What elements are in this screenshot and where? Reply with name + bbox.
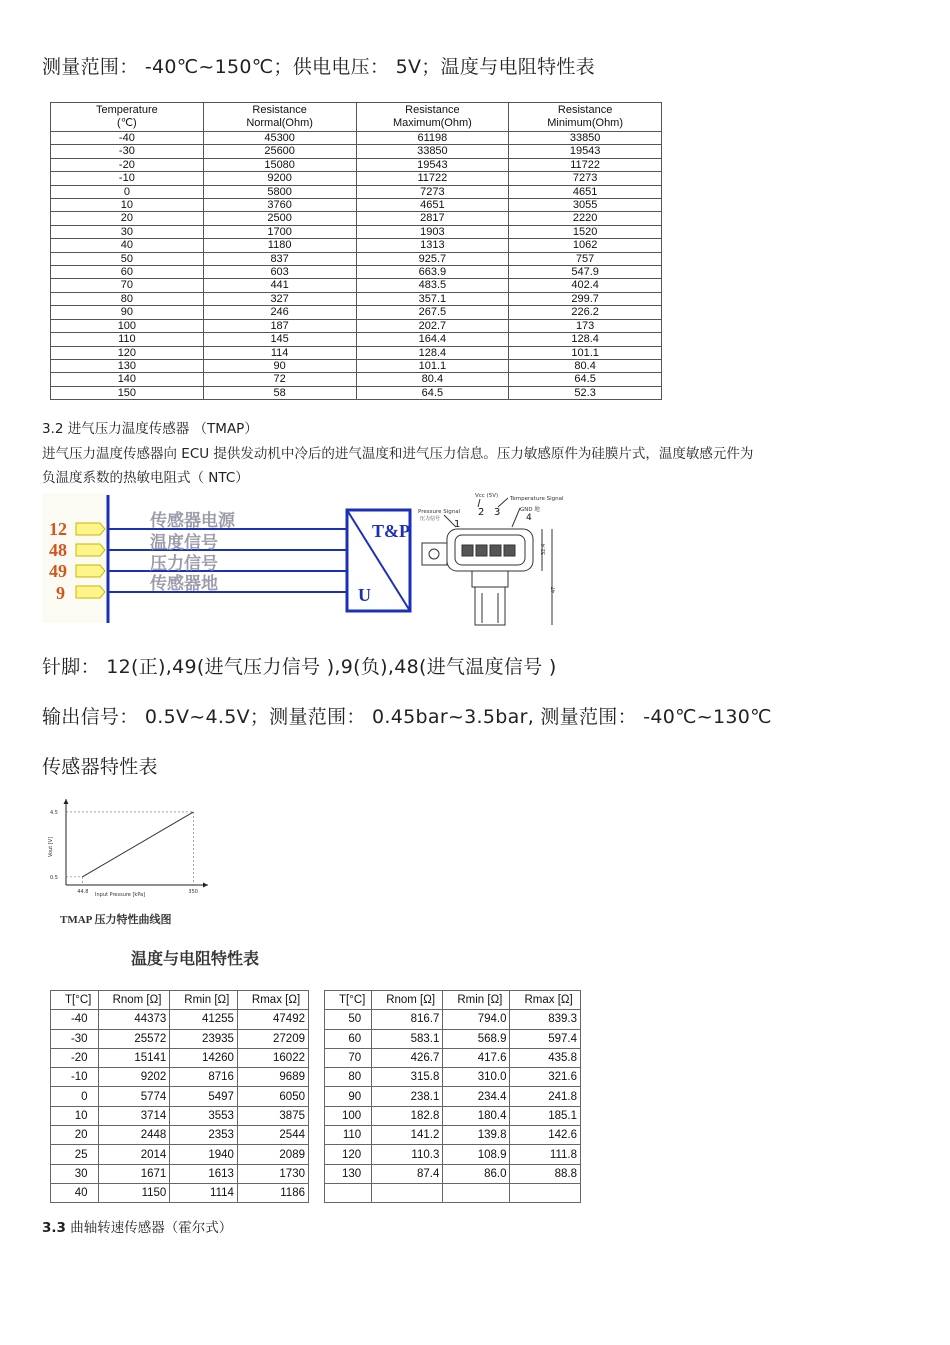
table-cell: 80.4: [509, 359, 662, 372]
table-cell: 426.7: [372, 1048, 443, 1067]
table-cell: 234.4: [443, 1087, 510, 1106]
table-row: [325, 1029, 581, 1048]
table-row: [51, 132, 662, 145]
table-cell: 3875: [237, 1106, 308, 1125]
table-cell: 839.3: [510, 1010, 581, 1029]
table-cell: 187: [203, 319, 356, 332]
table-cell: 20: [51, 1126, 99, 1145]
table-cell: -30: [51, 145, 204, 158]
table-cell: 90: [51, 306, 204, 319]
table-cell: 164.4: [356, 333, 509, 346]
resistance-table-2-right: [324, 990, 581, 1203]
header-line: Resistance: [252, 104, 307, 116]
table-cell: 3760: [203, 199, 356, 212]
header-line: Resistance: [557, 104, 613, 116]
table-cell: 30: [51, 225, 204, 238]
table-cell: 246: [203, 306, 356, 319]
section-3-3-text: 曲轴转速传感器（霍尔式）: [65, 1220, 233, 1236]
table-cell: 101.1: [356, 359, 509, 372]
resistance-table-2-left: [50, 990, 309, 1203]
table-row: [325, 1164, 581, 1183]
header-maximum: [356, 103, 509, 132]
table-cell: 315.8: [372, 1068, 443, 1087]
connector-pin-number: 3: [494, 507, 501, 518]
table-cell: 1940: [170, 1145, 238, 1164]
signal-label: 温度信号: [150, 533, 218, 553]
section-3-3-number: 3.3: [42, 1220, 66, 1236]
table-cell: 15080: [203, 158, 356, 171]
table-row: [51, 306, 662, 319]
table-cell: 139.8: [443, 1126, 510, 1145]
connector-drawing: [418, 493, 564, 625]
table-cell: 130: [325, 1164, 372, 1183]
table-cell: 7273: [509, 172, 662, 185]
header-rnom: Rnom [Ω]: [372, 991, 443, 1010]
table-cell: 52.3: [509, 386, 662, 399]
table-cell: 3055: [509, 199, 662, 212]
header-minimum: [509, 103, 662, 132]
table-cell: 114: [203, 346, 356, 359]
table-cell: 9689: [237, 1068, 308, 1087]
table-cell: -30: [51, 1029, 99, 1048]
table-cell: 1613: [170, 1164, 238, 1183]
table-cell: 61198: [356, 132, 509, 145]
table-row: [51, 239, 662, 252]
section-3-3-title: [42, 1216, 232, 1236]
table-cell: 816.7: [372, 1010, 443, 1029]
table-cell: 19543: [509, 145, 662, 158]
table-cell: 321.6: [510, 1068, 581, 1087]
table-cell: 0: [51, 185, 204, 198]
table-cell: 603: [203, 266, 356, 279]
header-rmax: Rmax [Ω]: [510, 991, 581, 1010]
table-cell: 101.1: [509, 346, 662, 359]
table-cell: 182.8: [372, 1106, 443, 1125]
table-cell: 1150: [98, 1183, 170, 1202]
table-cell: 226.2: [509, 306, 662, 319]
header-line: Normal(Ohm): [246, 117, 313, 129]
table-cell: 435.8: [510, 1048, 581, 1067]
x-tick-label: 44.8: [77, 889, 89, 895]
table-cell: [325, 1183, 372, 1202]
table-cell: 2353: [170, 1126, 238, 1145]
table-cell: -40: [51, 132, 204, 145]
table-cell: 108.9: [443, 1145, 510, 1164]
table-row: [51, 1087, 309, 1106]
table-cell: 90: [203, 359, 356, 372]
y-axis-label: Vout [V]: [48, 836, 54, 857]
table-cell: 25: [51, 1145, 99, 1164]
header-line: Temperature: [95, 104, 158, 116]
table-row: [325, 1106, 581, 1125]
table-cell: 9202: [98, 1068, 170, 1087]
pin-number: 9: [56, 583, 65, 603]
table-cell: 19543: [356, 158, 509, 171]
resistance-table-1: [50, 102, 662, 400]
table-cell: 547.9: [509, 266, 662, 279]
table-cell: 50: [325, 1010, 372, 1029]
table-cell: 5774: [98, 1087, 170, 1106]
table-row: [51, 1048, 309, 1067]
header-rmin: Rmin [Ω]: [170, 991, 238, 1010]
table-cell: 80: [325, 1068, 372, 1087]
header-line: Minimum(Ohm): [547, 117, 624, 129]
table-row: [51, 292, 662, 305]
header-rmax: Rmax [Ω]: [237, 991, 308, 1010]
table-cell: 60: [325, 1029, 372, 1048]
table-cell: 1313: [356, 239, 509, 252]
table-cell: 925.7: [356, 252, 509, 265]
table-cell: 70: [51, 279, 204, 292]
table-cell: 11722: [509, 158, 662, 171]
table-header-row: [51, 103, 662, 132]
table-cell: 9200: [203, 172, 356, 185]
header-line: Maximum(Ohm): [392, 117, 472, 129]
table-cell: 87.4: [372, 1164, 443, 1183]
table-cell: 14260: [170, 1048, 238, 1067]
table-header-row: [51, 991, 309, 1010]
table-row: [325, 1087, 581, 1106]
header-temp: T[°C]: [325, 991, 372, 1010]
table-cell: 3553: [170, 1106, 238, 1125]
table-cell: 2544: [237, 1126, 308, 1145]
table-cell: 41255: [170, 1010, 238, 1029]
table-row: [51, 1164, 309, 1183]
table-cell: 70: [325, 1048, 372, 1067]
table-row: [325, 1068, 581, 1087]
dimension-label: 47: [551, 586, 557, 593]
pin-description: 针脚： 12(正),49(进气压力信号 ),9(负),48(进气温度信号 ): [42, 656, 557, 678]
header-rnom: Rnom [Ω]: [98, 991, 170, 1010]
table-cell: 150: [51, 386, 204, 399]
temp-signal-label: Temperature Signal: [510, 496, 564, 502]
gnd-label: GND 地: [520, 507, 540, 513]
table-cell: 88.8: [510, 1164, 581, 1183]
table-cell: 180.4: [443, 1106, 510, 1125]
table-cell: 80.4: [356, 373, 509, 386]
table-row: [51, 145, 662, 158]
table-row: [51, 373, 662, 386]
table-row: [325, 1048, 581, 1067]
table-cell: 140: [51, 373, 204, 386]
table-cell: 2014: [98, 1145, 170, 1164]
table-cell: 357.1: [356, 292, 509, 305]
dimension-label: 32.4: [541, 543, 547, 555]
section-3-2-title: 3.2 进气压力温度传感器 （TMAP）: [42, 421, 258, 437]
header-normal: [203, 103, 356, 132]
characteristic-table-title: 传感器特性表: [42, 756, 158, 778]
connector-pin-number: 1: [454, 519, 461, 530]
table-cell: 110: [325, 1126, 372, 1145]
pin-number: 49: [49, 561, 67, 581]
signal-label: 压力信号: [150, 554, 218, 574]
section-3-2-desc-line1: 进气压力温度传感器向 ECU 提供发动机中冷后的进气温度和进气压力信息。压力敏感原件为硅膜片式，温度敏感元件为: [42, 446, 754, 462]
table-row: [51, 1145, 309, 1164]
table-cell: 5497: [170, 1087, 238, 1106]
table-row: [51, 172, 662, 185]
table-cell: 663.9: [356, 266, 509, 279]
table-cell: 568.9: [443, 1029, 510, 1048]
pin-number: 48: [49, 540, 67, 560]
table-row: [51, 252, 662, 265]
pin-shape: [76, 523, 105, 535]
pin-shape: [76, 586, 105, 598]
table-cell: 47492: [237, 1010, 308, 1029]
table-cell: 15141: [98, 1048, 170, 1067]
table-cell: 483.5: [356, 279, 509, 292]
sensor-box-label-top: T&P: [372, 521, 410, 541]
table-cell: 11722: [356, 172, 509, 185]
resistance-table-2-title: 温度与电阻特性表: [131, 951, 260, 968]
table-row: [51, 346, 662, 359]
chart-caption: TMAP 压力特性曲线图: [60, 914, 172, 926]
table-cell: 100: [51, 319, 204, 332]
table-cell: 64.5: [509, 373, 662, 386]
table-cell: 1730: [237, 1164, 308, 1183]
table-cell: 30: [51, 1164, 99, 1183]
pin-connectors: [42, 493, 110, 623]
table-cell: 2500: [203, 212, 356, 225]
table-cell: 64.5: [356, 386, 509, 399]
y-tick-label: 0.5: [50, 874, 58, 881]
header-rmin: Rmin [Ω]: [443, 991, 510, 1010]
table-row: [51, 199, 662, 212]
table-row: [51, 158, 662, 171]
table-cell: 20: [51, 212, 204, 225]
table-cell: 1180: [203, 239, 356, 252]
table-cell: -20: [51, 1048, 99, 1067]
table-cell: 40: [51, 1183, 99, 1202]
table-cell: 33850: [356, 145, 509, 158]
table-row: [325, 1145, 581, 1164]
signal-label: 传感器地: [150, 574, 218, 594]
table-cell: 4651: [509, 185, 662, 198]
table-cell: 23935: [170, 1029, 238, 1048]
table-cell: 110: [51, 333, 204, 346]
table-cell: 1186: [237, 1183, 308, 1202]
header-line: (℃): [117, 117, 137, 129]
table-cell: 130: [51, 359, 204, 372]
table-cell: 27209: [237, 1029, 308, 1048]
table-cell: 80: [51, 292, 204, 305]
table-cell: 33850: [509, 132, 662, 145]
table-cell: 40: [51, 239, 204, 252]
table-cell: 1520: [509, 225, 662, 238]
table-cell: 0: [51, 1087, 99, 1106]
table-row: [51, 212, 662, 225]
table-cell: -40: [51, 1010, 99, 1029]
table-row: [51, 333, 662, 346]
table-row: [325, 1183, 581, 1202]
table-row: [51, 319, 662, 332]
table-cell: 417.6: [443, 1048, 510, 1067]
sensor-box-label-bottom: U: [358, 585, 371, 605]
table-cell: 794.0: [443, 1010, 510, 1029]
table-cell: 1700: [203, 225, 356, 238]
table-row: [51, 1106, 309, 1125]
table-cell: 6050: [237, 1087, 308, 1106]
table-cell: 402.4: [509, 279, 662, 292]
table-cell: 16022: [237, 1048, 308, 1067]
table-row: [325, 1126, 581, 1145]
x-axis-label: Input Pressure [kPa]: [95, 892, 146, 898]
table-row: [51, 279, 662, 292]
chart-marks: [50, 810, 198, 895]
table-cell: 86.0: [443, 1164, 510, 1183]
table-cell: 7273: [356, 185, 509, 198]
header-temp: T[°C]: [51, 991, 99, 1010]
table-cell: 173: [509, 319, 662, 332]
tmap-pressure-chart: [40, 795, 220, 933]
signal-label: 传感器电源: [150, 511, 235, 531]
tmap-wiring-diagram: [42, 493, 572, 633]
table-cell: 128.4: [356, 346, 509, 359]
table-cell: 310.0: [443, 1068, 510, 1087]
pin-shape: [76, 544, 105, 556]
table-cell: 597.4: [510, 1029, 581, 1048]
table-row: [325, 1010, 581, 1029]
table-cell: 299.7: [509, 292, 662, 305]
table-row: [51, 266, 662, 279]
y-tick-label: 4.5: [50, 809, 58, 816]
table-cell: 90: [325, 1087, 372, 1106]
table-cell: 241.8: [510, 1087, 581, 1106]
table-row: [51, 1068, 309, 1087]
table-cell: 111.8: [510, 1145, 581, 1164]
pin-number: 12: [49, 519, 67, 539]
table-row: [51, 1126, 309, 1145]
table-row: [51, 185, 662, 198]
table-row: [51, 359, 662, 372]
table-cell: 45300: [203, 132, 356, 145]
table-cell: 58: [203, 386, 356, 399]
table-row: [51, 1010, 309, 1029]
table-cell: 141.2: [372, 1126, 443, 1145]
table-cell: 2220: [509, 212, 662, 225]
table-cell: 1903: [356, 225, 509, 238]
table-cell: 837: [203, 252, 356, 265]
range-heading: 测量范围： -40℃~150℃；供电电压： 5V；温度与电阻特性表: [42, 56, 595, 78]
connector-pin-number: 2: [478, 507, 485, 518]
table-cell: 2448: [98, 1126, 170, 1145]
table-cell: 2817: [356, 212, 509, 225]
table-row: [51, 386, 662, 399]
table-cell: [443, 1183, 510, 1202]
table-cell: 120: [325, 1145, 372, 1164]
table-cell: -20: [51, 158, 204, 171]
table-cell: 1114: [170, 1183, 238, 1202]
table-cell: 10: [51, 1106, 99, 1125]
table-cell: 142.6: [510, 1126, 581, 1145]
table-cell: 4651: [356, 199, 509, 212]
table-cell: [372, 1183, 443, 1202]
pressure-signal-sub: 压力信号: [420, 516, 441, 522]
pressure-signal-label: Pressure Signal: [418, 509, 461, 515]
table-row: [51, 225, 662, 238]
output-signal-description: 输出信号： 0.5V~4.5V；测量范围： 0.45bar~3.5bar, 测量范围： -40℃~130℃: [42, 706, 772, 728]
table-cell: -10: [51, 172, 204, 185]
table-cell: 100: [325, 1106, 372, 1125]
table-cell: 8716: [170, 1068, 238, 1087]
table-row: [51, 1029, 309, 1048]
table-cell: 25572: [98, 1029, 170, 1048]
table-cell: [510, 1183, 581, 1202]
table-cell: 128.4: [509, 333, 662, 346]
header-temperature: [51, 103, 204, 132]
table-cell: 3714: [98, 1106, 170, 1125]
pin-shape: [76, 565, 105, 577]
table-cell: 583.1: [372, 1029, 443, 1048]
table-cell: 238.1: [372, 1087, 443, 1106]
table-header-row: [325, 991, 581, 1010]
table-cell: 327: [203, 292, 356, 305]
table-cell: 1062: [509, 239, 662, 252]
table-cell: 60: [51, 266, 204, 279]
table-cell: 10: [51, 199, 204, 212]
table-cell: 267.5: [356, 306, 509, 319]
table-cell: 145: [203, 333, 356, 346]
section-3-2-desc-line2: 负温度系数的热敏电阻式（ NTC）: [42, 470, 249, 486]
connector-pin-number: 4: [526, 513, 532, 523]
y-axis-arrow: [64, 799, 69, 804]
table-cell: 120: [51, 346, 204, 359]
table-row: [51, 1183, 309, 1202]
table-cell: 5800: [203, 185, 356, 198]
x-axis-arrow: [203, 883, 208, 888]
table-cell: 110.3: [372, 1145, 443, 1164]
header-line: Resistance: [405, 104, 460, 116]
vcc-label: Vcc (5V): [475, 493, 499, 499]
series-line: [82, 812, 193, 877]
table-cell: 25600: [203, 145, 356, 158]
table-cell: 50: [51, 252, 204, 265]
table-cell: 1671: [98, 1164, 170, 1183]
table-cell: 441: [203, 279, 356, 292]
table-cell: 185.1: [510, 1106, 581, 1125]
table-cell: 72: [203, 373, 356, 386]
x-tick-label: 350: [188, 889, 198, 895]
table-cell: 2089: [237, 1145, 308, 1164]
table-cell: -10: [51, 1068, 99, 1087]
table-cell: 757: [509, 252, 662, 265]
table-cell: 44373: [98, 1010, 170, 1029]
table-cell: 202.7: [356, 319, 509, 332]
